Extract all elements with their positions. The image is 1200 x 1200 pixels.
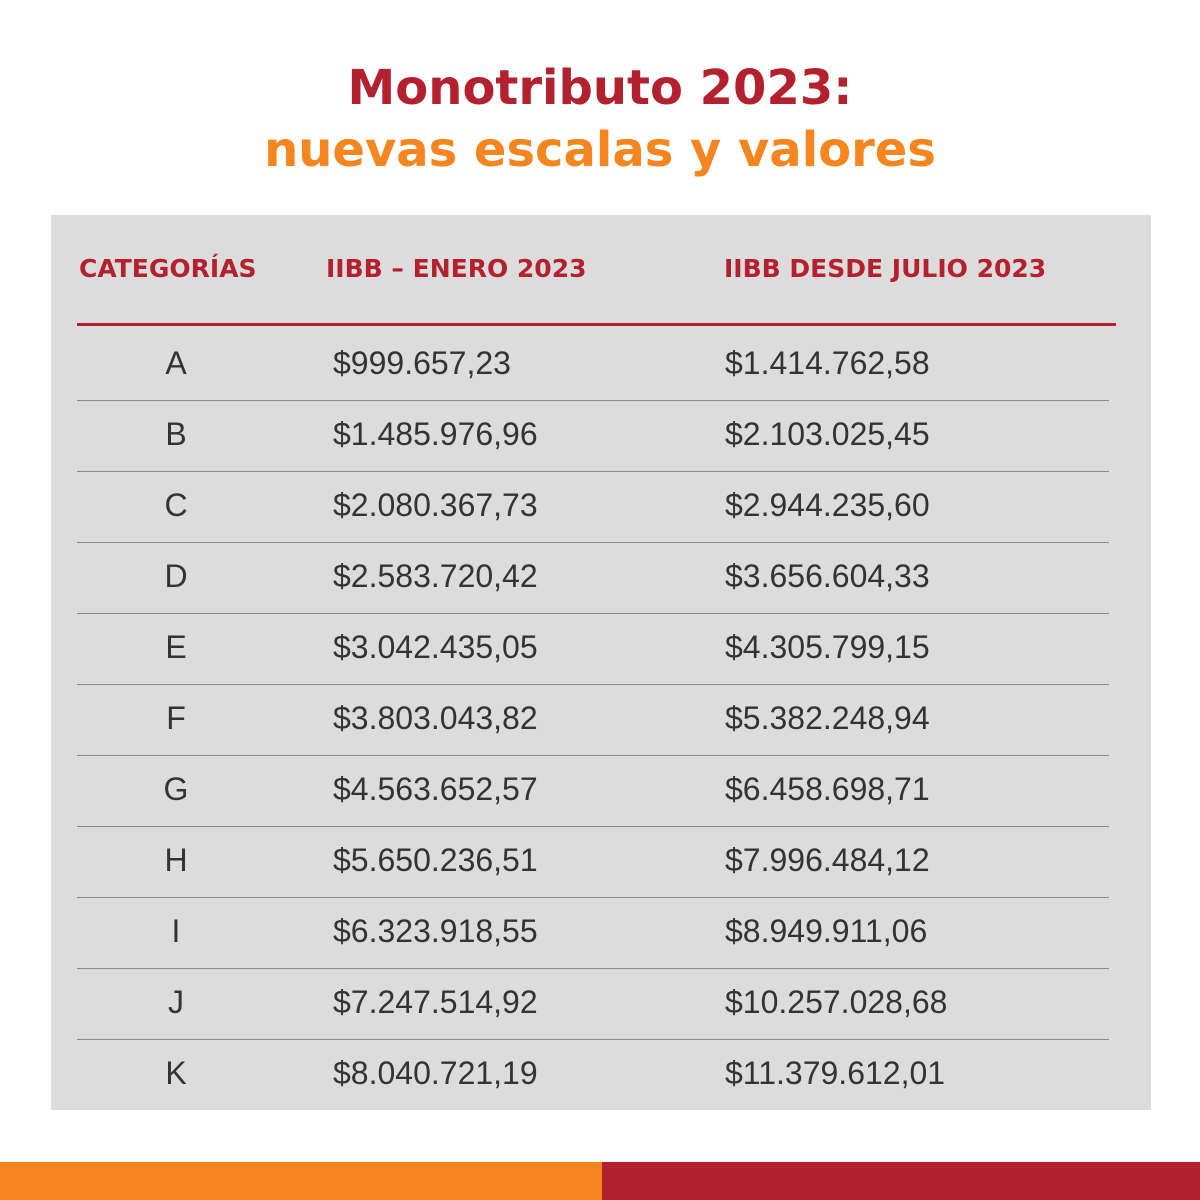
iibb-enero-cell: $2.080.367,73 [333,487,538,523]
category-cell: H [164,842,188,878]
table-row [51,685,1151,756]
footer-bar-red [602,1162,1200,1200]
values-table [51,215,1151,1110]
table-row [51,614,1151,685]
table-row [51,1040,1151,1111]
iibb-enero-cell: $999.657,23 [333,345,511,381]
page-title: Monotributo 2023: [347,60,853,116]
page-subtitle: nuevas escalas y valores [264,122,936,178]
iibb-julio-cell: $2.944.235,60 [725,487,930,523]
category-cell: F [166,700,186,736]
category-cell: D [164,558,188,594]
iibb-julio-cell: $11.379.612,01 [725,1055,946,1091]
table-row [51,401,1151,472]
iibb-julio-cell: $10.257.028,68 [725,984,948,1020]
iibb-julio-cell: $1.414.762,58 [725,345,930,381]
iibb-enero-cell: $1.485.976,96 [333,416,538,452]
iibb-enero-cell: $2.583.720,42 [333,558,538,594]
iibb-julio-cell: $4.305.799,15 [725,629,930,665]
iibb-enero-cell: $4.563.652,57 [333,771,538,807]
table-row [51,827,1151,898]
iibb-enero-cell: $5.650.236,51 [333,842,538,878]
iibb-enero-cell: $8.040.721,19 [333,1055,538,1091]
iibb-enero-cell: $3.042.435,05 [333,629,538,665]
column-header-iibb-julio: IIBB DESDE JULIO 2023 [724,254,1047,283]
category-cell: A [165,345,187,381]
iibb-julio-cell: $5.382.248,94 [725,700,930,736]
iibb-julio-cell: $6.458.698,71 [725,771,930,807]
category-cell: K [165,1055,187,1091]
iibb-enero-cell: $6.323.918,55 [333,913,538,949]
table-row [51,898,1151,969]
iibb-julio-cell: $2.103.025,45 [725,416,930,452]
category-cell: E [165,629,187,665]
iibb-enero-cell: $7.247.514,92 [333,984,538,1020]
column-header-iibb-enero: IIBB – ENERO 2023 [326,254,587,283]
category-cell: G [163,771,189,807]
iibb-julio-cell: $3.656.604,33 [725,558,930,594]
iibb-julio-cell: $8.949.911,06 [725,913,928,949]
iibb-enero-cell: $3.803.043,82 [333,700,538,736]
table-row [51,543,1151,614]
footer-bar-orange [0,1162,602,1200]
category-cell: J [168,984,184,1020]
category-cell: C [164,487,188,523]
table-row [51,330,1151,401]
header-divider [77,323,1116,326]
table-row [51,969,1151,1040]
iibb-julio-cell: $7.996.484,12 [725,842,930,878]
category-cell: B [165,416,187,452]
category-cell: I [171,913,181,949]
table-row [51,472,1151,543]
table-body [51,330,1151,1111]
column-header-categorias: CATEGORÍAS [79,254,257,283]
table-row [51,756,1151,827]
